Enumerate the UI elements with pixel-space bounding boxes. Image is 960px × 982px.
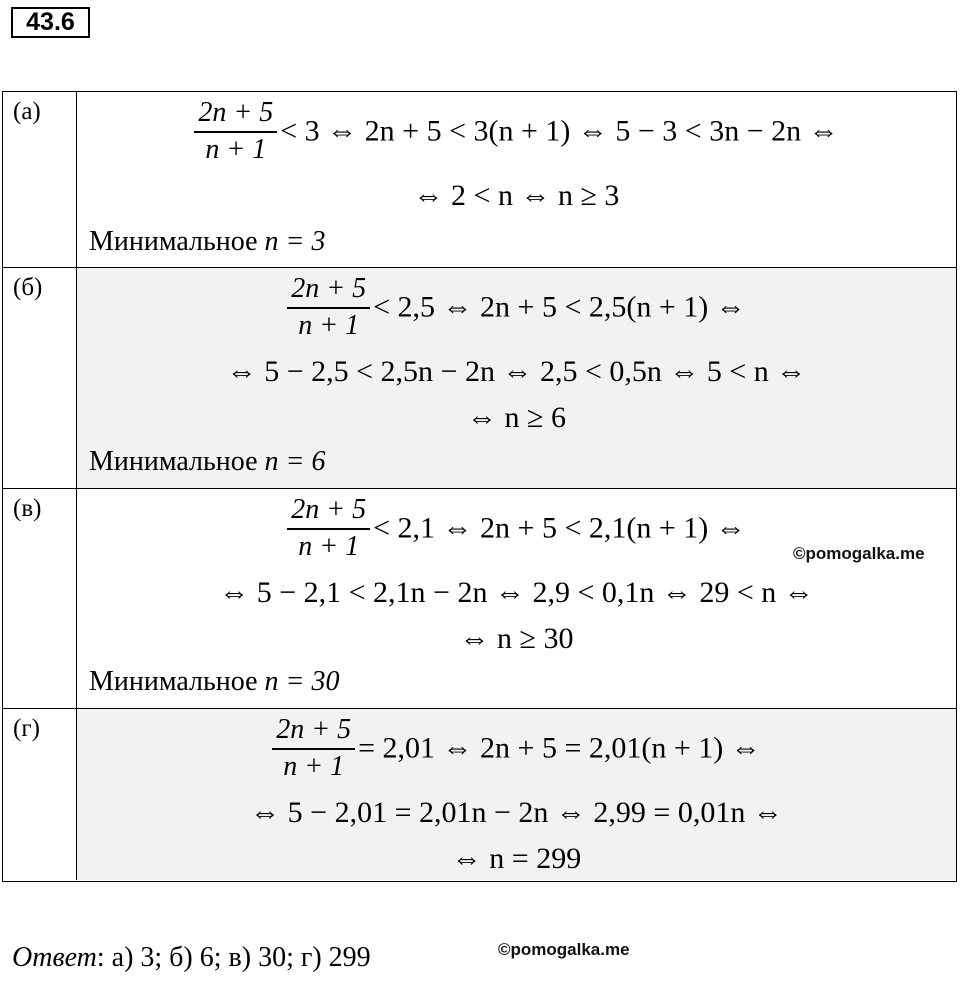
equation-line-3: ⇔ n ≥ 30 [459,622,574,655]
fraction-numerator: 2n + 5 [194,98,277,133]
row-content [77,268,956,488]
minimal-expression: n = 6 [264,446,326,477]
answer-text: : а) 3; б) 6; в) 30; г) 299 [96,942,371,973]
solution-row-d [3,708,956,880]
equation-text: = 2,01 ⇔ 2n + 5 = 2,01(n + 1) ⇔ [358,731,761,765]
solution-row-a [3,92,956,267]
minimal-word: Минимальное [89,666,258,697]
equation-line-2: ⇔ 5 − 2,1 < 2,1n − 2n ⇔ 2,9 < 0,1n ⇔ 29 < n ⇔ [219,576,814,609]
watermark: ©pomogalka.me [793,544,925,563]
row-content [77,709,956,880]
solution-row-b [3,267,956,488]
fraction-numerator: 2n + 5 [287,274,370,309]
solution-table [2,91,957,882]
row-content [77,92,956,267]
fraction-numerator: 2n + 5 [287,495,370,530]
minimal-result [89,446,325,478]
equation-line-2: ⇔ 5 − 2,01 = 2,01n − 2n ⇔ 2,99 = 0,01n ⇔ [250,796,783,829]
fraction-denominator: n + 1 [283,751,345,782]
row-label: (б) [3,268,77,488]
solution-row-c [3,488,956,708]
row-content [77,489,956,708]
fraction [287,274,370,341]
answer-label: Ответ [12,942,97,973]
fraction [194,98,277,165]
equation-line-2: ⇔ 5 − 2,5 < 2,5n − 2n ⇔ 2,5 < 0,5n ⇔ 5 < n ⇔ [226,355,807,388]
equation-text: < 2,1 ⇔ 2n + 5 < 2,1(n + 1) ⇔ [373,511,746,545]
fraction-denominator: n + 1 [205,134,267,165]
fraction-numerator: 2n + 5 [272,715,355,750]
equation-line-3: ⇔ n = 299 [451,842,582,875]
minimal-result [89,666,339,698]
fraction-denominator: n + 1 [298,531,360,562]
equation-line-1 [77,98,956,165]
fraction [287,495,370,562]
minimal-result [89,226,325,258]
answer-line [12,942,371,974]
row-label: (в) [3,489,77,708]
row-label: (а) [3,92,77,267]
fraction [272,715,355,782]
minimal-expression: n = 30 [264,666,340,697]
row-label: (г) [3,709,77,880]
watermark-bottom: ©pomogalka.me [498,940,630,959]
fraction-denominator: n + 1 [298,310,360,341]
equation-line-2: ⇔ 2 < n ⇔ n ≥ 3 [413,179,620,212]
problem-number: 43.6 [11,7,90,38]
equation-text: < 2,5 ⇔ 2n + 5 < 2,5(n + 1) ⇔ [373,290,746,324]
equation-text: < 3 ⇔ 2n + 5 < 3(n + 1) ⇔ 5 − 3 < 3n − 2n ⇔ [280,114,839,148]
equation-line-1 [77,715,956,782]
minimal-word: Минимальное [89,446,258,477]
minimal-expression: n = 3 [264,226,326,257]
equation-line-3: ⇔ n ≥ 6 [467,401,566,434]
minimal-word: Минимальное [89,226,258,257]
equation-line-1 [77,274,956,341]
